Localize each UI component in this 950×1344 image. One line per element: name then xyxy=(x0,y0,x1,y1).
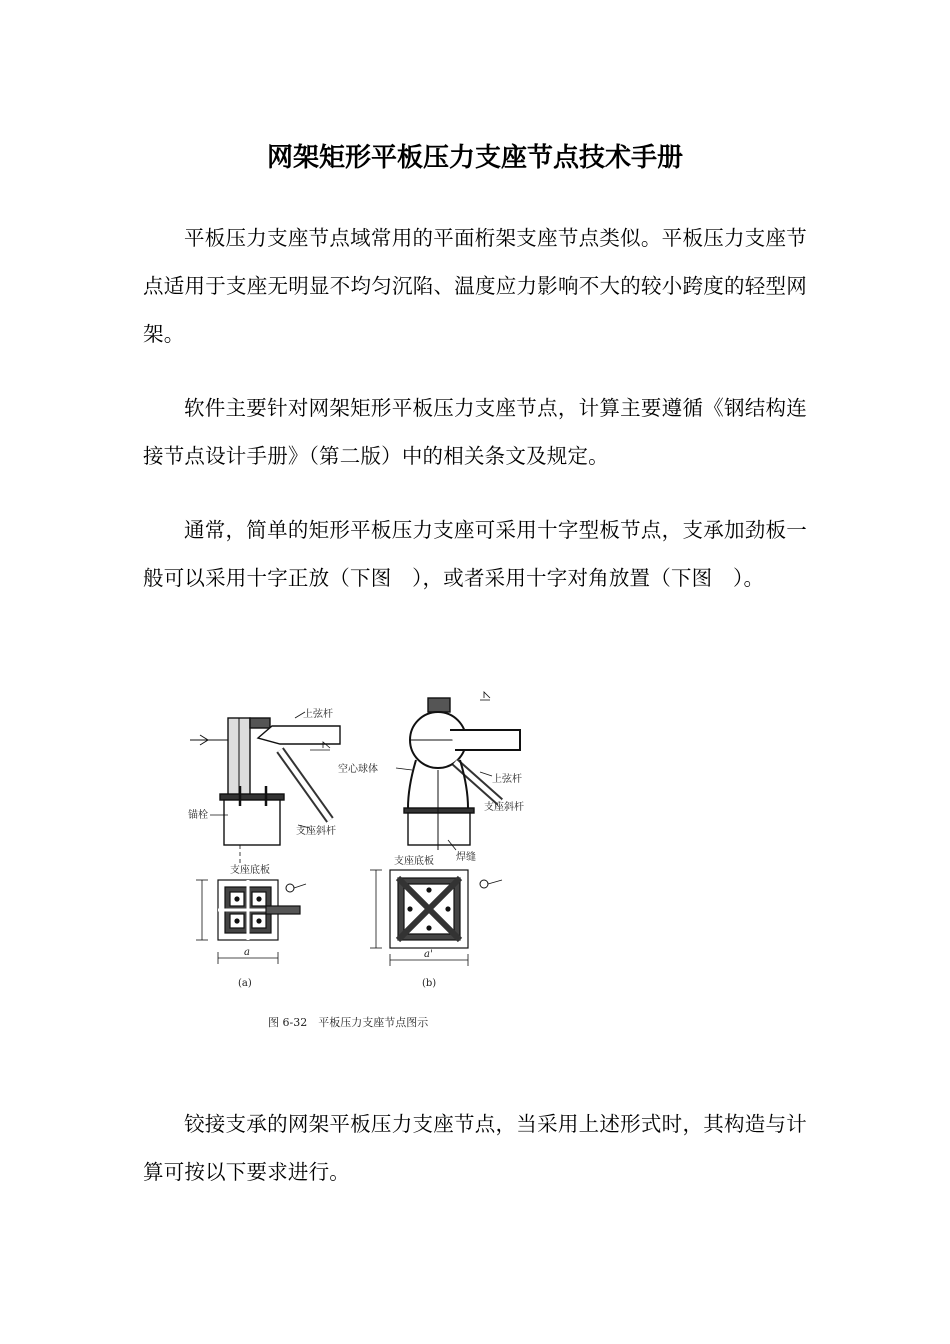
label-anchor-bolt: 锚栓 xyxy=(188,810,208,821)
subfigure-a-label: (a) xyxy=(238,978,252,989)
label-support-diagonal-b: 支座斜杆 xyxy=(484,802,524,813)
paragraph-intro: 平板压力支座节点域常用的平面桁架支座节点类似。平板压力支座节点适用于支座无明显不均匀沉陷、温度应力影响不大的较小跨度的轻型网架。 xyxy=(143,226,807,346)
label-base-plate-b: 支座底板 xyxy=(394,856,434,867)
label-base-plate-a: 支座底板 xyxy=(230,865,270,876)
plan-b xyxy=(370,870,502,966)
paragraph-requirements: 铰接支承的网架平板压力支座节点，当采用上述形式时，其构造与计算可按以下要求进行。 xyxy=(143,1112,807,1184)
paragraph-software-scope: 软件主要针对网架矩形平板压力支座节点，计算主要遵循《钢结构连接节点设计手册》（第二版）中的相关条文及规定。 xyxy=(143,396,807,468)
elevation-b xyxy=(396,692,520,850)
page-title: 网架矩形平板压力支座节点技术手册 xyxy=(266,143,683,173)
label-upper-chord-a: 上弦杆 xyxy=(303,709,333,720)
plan-a xyxy=(196,880,306,964)
support-node-figure xyxy=(180,690,540,1040)
label-upper-chord-b: 上弦杆 xyxy=(492,774,522,785)
figure-caption: 图 6-32 平板压力支座节点图示 xyxy=(268,1016,429,1029)
label-hollow-ball: 空心球体 xyxy=(338,764,378,775)
label-weld: 焊缝 xyxy=(456,852,476,863)
support-node-drawing xyxy=(180,690,540,1040)
paragraph-stiffener-layout: 通常，简单的矩形平板压力支座可采用十字型板节点，支承加劲板一般可以采用十字正放（下图 ），或者采用十字对角放置（下图 ）。 xyxy=(143,518,807,590)
label-support-diagonal-a: 支座斜杆 xyxy=(296,826,336,837)
subfigure-b-label: (b) xyxy=(422,978,437,989)
dim-a: a xyxy=(244,947,250,958)
elevation-a xyxy=(190,712,340,865)
dim-b: a' xyxy=(424,949,433,960)
